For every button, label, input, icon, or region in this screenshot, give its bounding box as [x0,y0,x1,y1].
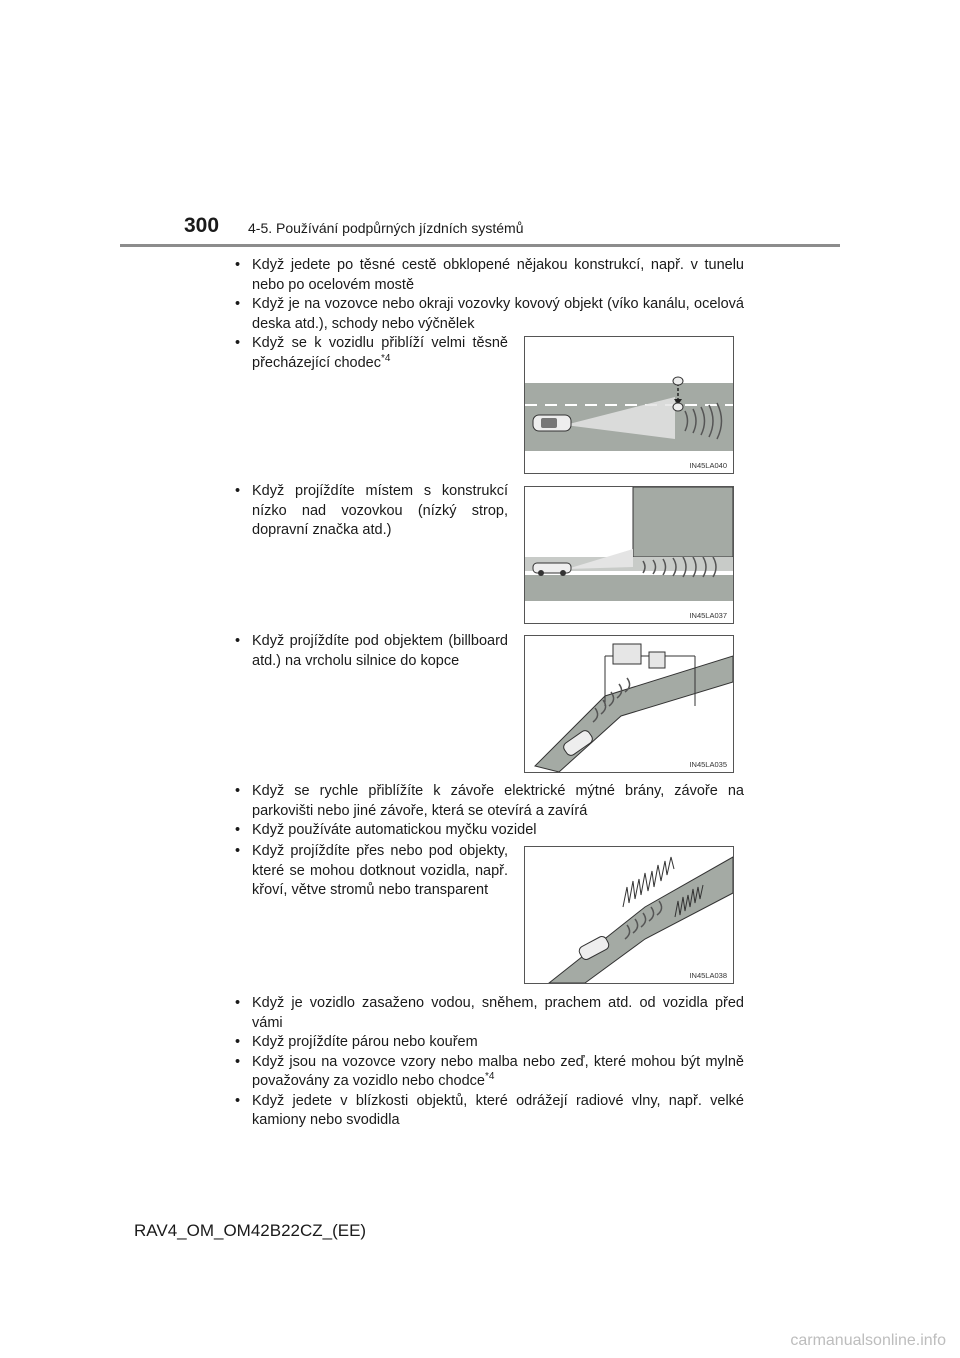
figure-2-text [232,482,508,541]
figure-code: IN45LA040 [689,461,727,470]
figure-code: IN45LA038 [689,971,727,980]
figure-billboard [524,635,734,773]
list-item: • Když jsou na vozovce vzory nebo malba nebo zeď, které mohou být mylně považovány za vozidlo nebo chodce$^{*4}$ [232,1053,744,1092]
figure-code: IN45LA037 [689,611,727,620]
list-item: • Když se rychle přiblížíte k závoře elektrické mýtné brány, závoře na parkovišti nebo jiné závoře, která se otevírá a zavírá [232,782,744,821]
list-item: • Když projíždíte místem s konstrukcí nízko nad vozovkou (nízký strop, dopravní značka atd.) [232,482,508,541]
figure-1-text [232,334,508,373]
list-item: • Když používáte automatickou myčku vozidel [232,821,744,841]
watermark: carmanualsonline.info [790,1332,946,1349]
list-item: • Když projíždíte pod objektem (billboard atd.) na vrcholu silnice do kopce [232,632,508,671]
bullet-list-middle [232,782,744,841]
document-code: RAV4_OM_OM42B22CZ_(EE) [134,1221,367,1240]
list-item: • Když je vozidlo zasaženo vodou, sněhem, prachem atd. od vozidla před vámi [232,994,744,1033]
footnote-ref: *4 [380,352,391,364]
pedestrian-illustration [525,337,733,473]
section-title: 4-5. Používání podpůrných jízdních systémů [248,220,524,236]
list-item: • Když projíždíte párou nebo kouřem [232,1033,744,1053]
figure-low-structure [524,486,734,624]
billboard-illustration [525,636,733,772]
page-number: 300 [184,214,220,237]
list-item: • Když projíždíte přes nebo pod objekty, které se mohou dotknout vozidla, např. křoví, větve stromů nebo transparent [232,842,508,901]
figure-3-text [232,632,508,671]
figure-pedestrian [524,336,734,474]
bushes-illustration [525,847,733,983]
figure-bushes [524,846,734,984]
bullet-list-top [232,256,744,334]
list-item: • Když jedete po těsné cestě obklopené nějakou konstrukcí, např. v tunelu nebo po ocelovém mostě [232,256,744,295]
figure-4-text [232,842,508,901]
low-structure-illustration [525,487,733,623]
header-rule [120,244,840,247]
list-item: • Když je na vozovce nebo okraji vozovky kovový objekt (víko kanálu, ocelová deska atd.), schody nebo výčnělek [232,295,744,334]
footnote-ref: *4 [484,1071,495,1083]
list-item: • Když jedete v blízkosti objektů, které odrážejí radiové vlny, např. velké kamiony nebo svodidla [232,1092,744,1131]
list-item: • Když se k vozidlu přiblíží velmi těsně přecházející chodec$^{*4}$ [232,334,508,373]
figure-code: IN45LA035 [689,760,727,769]
bullet-list-bottom [232,994,744,1131]
